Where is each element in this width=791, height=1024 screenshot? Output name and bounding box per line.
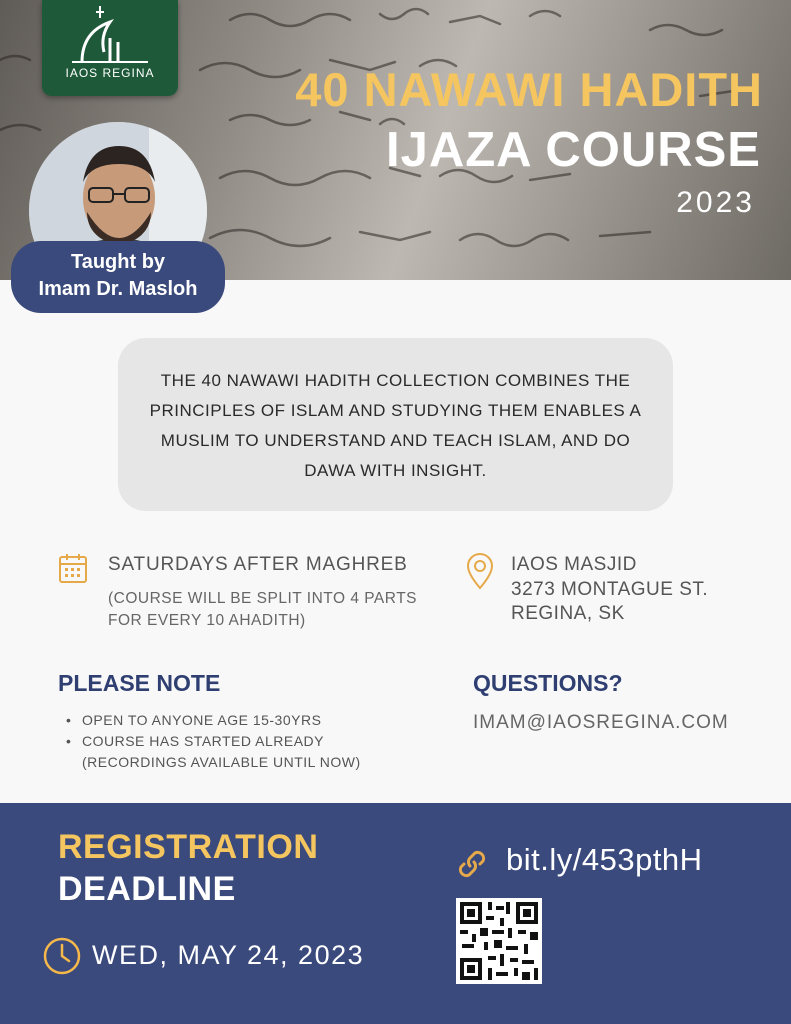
teacher-name: Imam Dr. Masloh — [38, 278, 198, 300]
note-item-text: COURSE HAS STARTED ALREADY — [82, 733, 324, 749]
bullet-icon: • — [66, 712, 72, 728]
deadline-date: WED, MAY 24, 2023 — [92, 940, 365, 970]
link-icon — [456, 848, 488, 880]
location-street: 3273 MONTAGUE ST. — [511, 579, 709, 600]
location-pin-icon — [466, 552, 494, 590]
teacher-badge — [11, 241, 225, 313]
schedule-title: SATURDAYS AFTER MAGHREB — [108, 554, 408, 575]
course-year: 2023 — [676, 186, 755, 219]
questions-heading: QUESTIONS? — [473, 670, 623, 696]
course-description: THE 40 NAWAWI HADITH COLLECTION COMBINES THE PRINCIPLES OF ISLAM AND STUDYING THEM ENABLES A MUSLIM TO UNDERSTAND AND TEACH ISLAM, AND DO DAWA WITH INSIGHT. — [149, 371, 642, 480]
deadline-heading: DEADLINE — [58, 870, 236, 908]
calendar-icon — [58, 552, 88, 584]
note-item — [66, 710, 361, 731]
registration-link[interactable]: bit.ly/453pthH — [506, 842, 703, 877]
logo-text: IAOS REGINA — [65, 66, 155, 80]
mosque-logo-icon — [42, 0, 178, 96]
location-name: IAOS MASJID — [511, 554, 637, 575]
schedule-note — [108, 588, 448, 632]
clock-icon — [42, 936, 82, 976]
note-item-text: OPEN TO ANYONE AGE 15-30YRS — [82, 712, 322, 728]
contact-email-link[interactable]: IMAM@IAOSREGINA.COM — [473, 712, 729, 733]
note-item — [66, 731, 361, 773]
note-item-continuation: (RECORDINGS AVAILABLE UNTIL NOW) — [82, 754, 361, 770]
qr-code[interactable] — [456, 898, 542, 984]
notes-list — [66, 710, 361, 773]
location-city: REGINA, SK — [511, 603, 625, 624]
registration-heading: REGISTRATION — [58, 828, 319, 866]
course-title-line2: IJAZA COURSE — [385, 123, 761, 177]
teacher-label: Taught by — [70, 251, 166, 273]
schedule-note-line1: (COURSE WILL BE SPLIT INTO 4 PARTS — [108, 590, 417, 607]
schedule-note-line2: FOR EVERY 10 AHADITH) — [108, 612, 306, 629]
course-title-line1: 40 NAWAWI HADITH — [295, 63, 763, 116]
bullet-icon: • — [66, 733, 72, 749]
please-note-heading: PLEASE NOTE — [58, 670, 221, 696]
iaos-logo — [42, 0, 178, 96]
